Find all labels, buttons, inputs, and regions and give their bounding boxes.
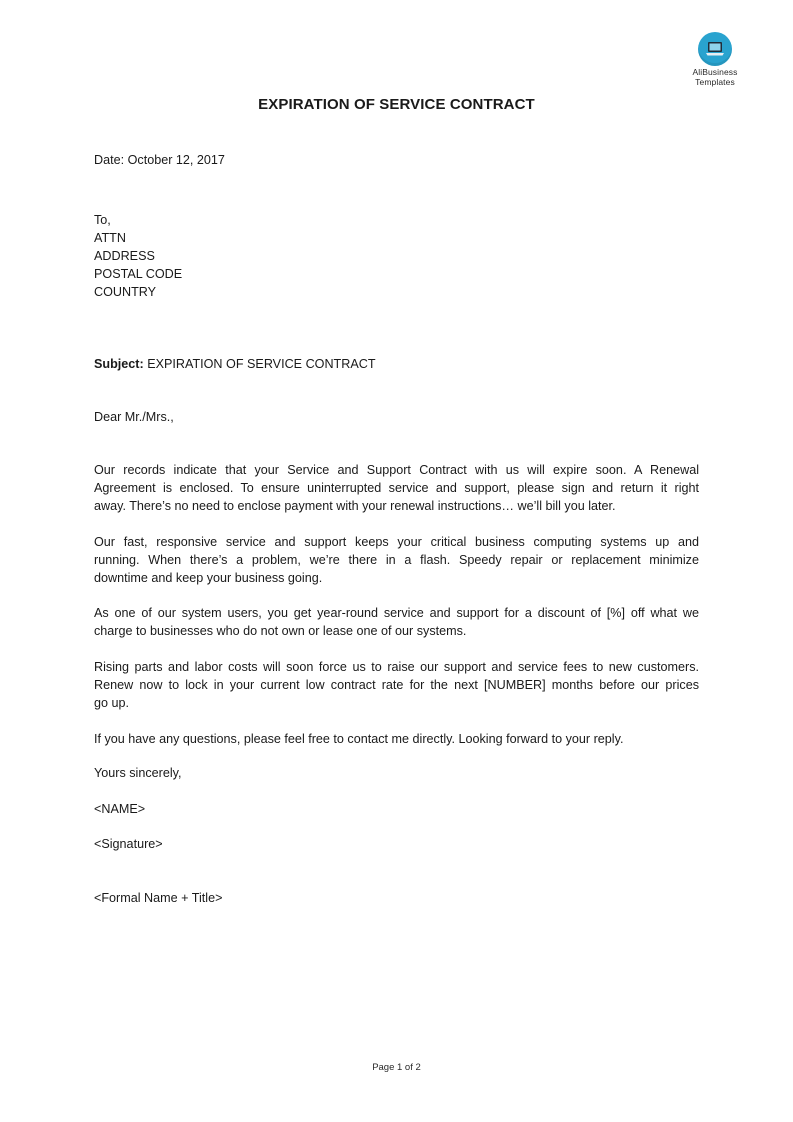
subject-label: Subject: — [94, 357, 144, 371]
formal-name-title: <Formal Name + Title> — [94, 891, 223, 905]
paragraph-1-line: Our records indicate that your Service and Support Contract with us will expire soon. A Renewal — [94, 463, 699, 477]
paragraph-4-line: Rising parts and labor costs will soon force us to raise our support and service fees to new customers. — [94, 660, 699, 674]
paragraph-5-line: If you have any questions, please feel free to contact me directly. Looking forward to your reply. — [94, 732, 624, 746]
paragraph-5 — [94, 730, 699, 748]
paragraph-4-line: go up. — [94, 696, 130, 710]
paragraph-2-line: Our fast, responsive service and support keeps your critical business computing systems up and — [94, 535, 699, 549]
logo-line-1: AliBusiness — [692, 67, 738, 77]
logo-badge — [698, 32, 732, 66]
paragraph-2-line: running. When there’s a problem, we’re there in a flash. Speedy repair or replacement minimize — [94, 553, 699, 567]
salutation: Dear Mr./Mrs., — [94, 410, 174, 424]
logo-line-2: Templates — [695, 76, 735, 87]
letter-date: Date: October 12, 2017 — [94, 153, 225, 167]
paragraph-4-line: Renew now to lock in your current low contract rate for the next [NUMBER] months before our prices — [94, 678, 699, 692]
paragraph-4 — [94, 658, 699, 712]
address-attn: ATTN — [94, 231, 126, 245]
closing: Yours sincerely, — [94, 766, 182, 780]
recipient-address-block — [94, 211, 699, 301]
paragraph-3-line: As one of our system users, you get year-round service and support for a discount of [%] off what we — [94, 606, 699, 620]
paragraph-3-line: charge to businesses who do not own or lease one of our systems. — [94, 624, 467, 638]
company-logo — [684, 32, 746, 87]
address-to: To, — [94, 213, 111, 227]
document-title: EXPIRATION OF SERVICE CONTRACT — [258, 96, 535, 113]
paragraph-1-line: Agreement is enclosed. To ensure uninterrupted service and support, please sign and return it right — [94, 481, 699, 495]
signature-placeholder: <Signature> — [94, 837, 163, 851]
paragraph-2 — [94, 533, 699, 587]
paragraph-2-line: downtime and keep your business going. — [94, 571, 323, 585]
paragraph-3 — [94, 604, 699, 640]
subject-line — [94, 355, 699, 373]
address-country: COUNTRY — [94, 285, 157, 299]
logo-text — [684, 68, 746, 87]
address-postal-code: POSTAL CODE — [94, 267, 183, 281]
address-address: ADDRESS — [94, 249, 155, 263]
laptop-icon — [705, 41, 725, 57]
paragraph-1-line: away. There’s no need to enclose payment with your renewal instructions… we’ll bill you later. — [94, 499, 616, 513]
page-number-footer: Page 1 of 2 — [372, 1062, 421, 1073]
paragraph-1 — [94, 461, 699, 515]
subject-text: EXPIRATION OF SERVICE CONTRACT — [147, 357, 376, 371]
sender-name: <NAME> — [94, 802, 146, 816]
